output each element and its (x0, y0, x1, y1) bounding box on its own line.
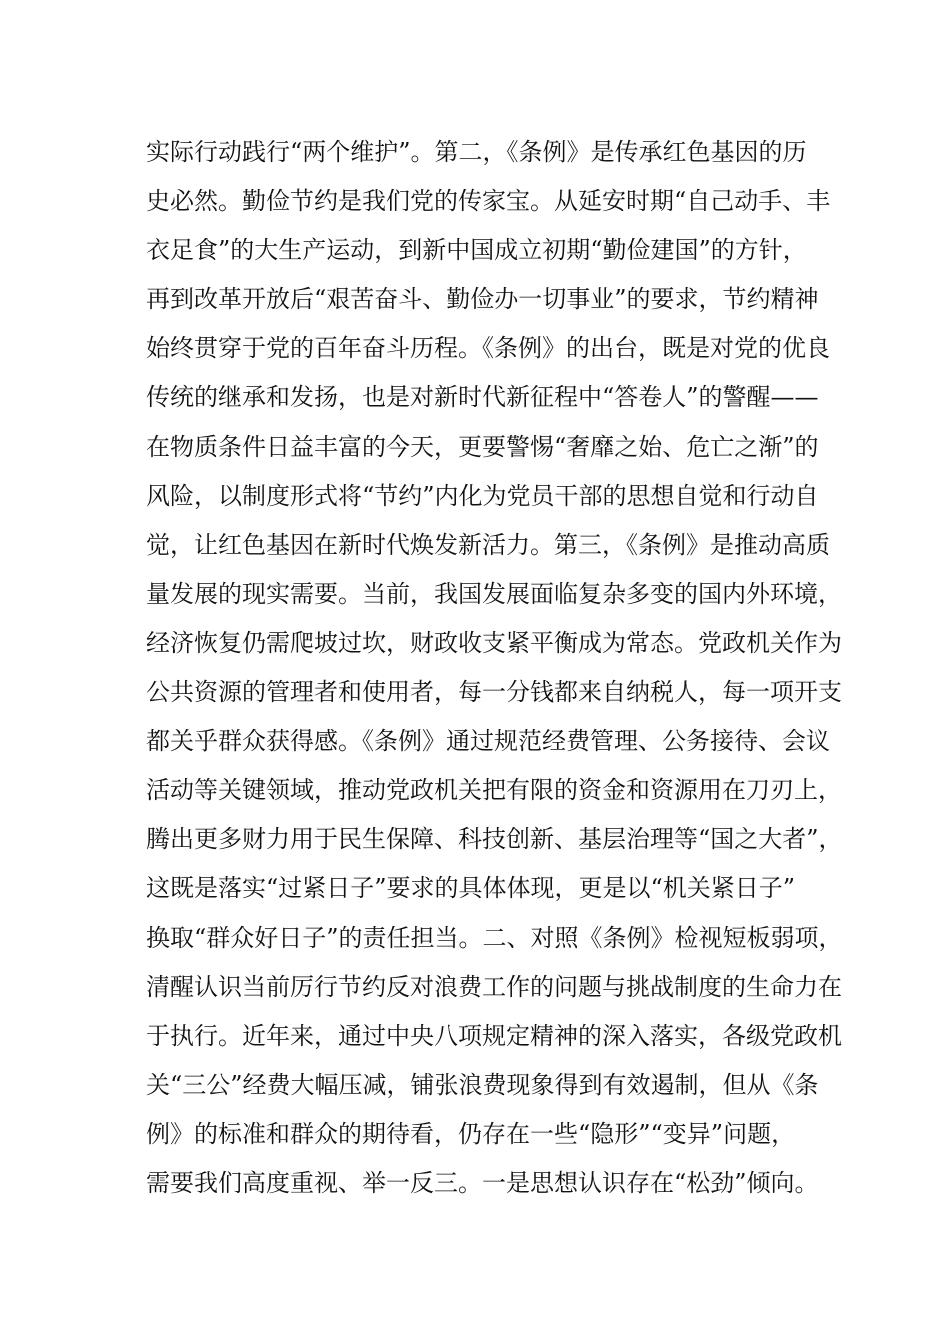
text-line-13: 都关乎群众获得感。《条例》通过规范经费管理、公务接待、会议 (146, 727, 830, 756)
body-text (146, 128, 846, 1208)
text-line-2: 史必然。勤俭节约是我们党的传家宝。从延安时期“自己动手、丰 (146, 187, 831, 216)
text-line-9: 觉，让红色基因在新时代焕发新活力。第三，《条例》是推动高质 (146, 530, 830, 559)
text-line-5: 始终贯穿于党的百年奋斗历程。《条例》的出台，既是对党的优良 (146, 334, 830, 363)
text-line-8: 风险，以制度形式将“节约”内化为党员干部的思想自觉和行动自 (146, 481, 819, 510)
text-line-7: 在物质条件日益丰富的今天，更要警惕“奢靡之始、危亡之渐”的 (146, 432, 819, 461)
text-line-10: 量发展的现实需要。当前，我国发展面临复杂多变的国内外环境， (146, 579, 842, 608)
text-line-4: 再到改革开放后“艰苦奋斗、勤俭办一切事业”的要求，节约精神 (146, 285, 819, 314)
text-line-16: 这既是落实“过紧日子”要求的具体体现，更是以“机关紧日子” (146, 874, 796, 903)
text-line-14: 活动等关键领域，推动党政机关把有限的资金和资源用在刀刃上， (146, 776, 842, 805)
text-line-3: 衣足食”的大生产运动，到新中国成立初期“勤俭建国”的方针， (146, 236, 807, 265)
text-line-22: 需要我们高度重视、举一反三。一是思想认识存在“松劲”倾向。 (146, 1168, 819, 1197)
text-line-15: 腾出更多财力用于民生保障、科技创新、基层治理等“国之大者”， (146, 825, 843, 854)
text-line-6: 传统的继承和发扬，也是对新时代新征程中“答卷人”的警醒—— (146, 383, 819, 412)
text-line-12: 公共资源的管理者和使用者，每一分钱都来自纳税人，每一项开支 (146, 678, 842, 707)
text-line-11: 经济恢复仍需爬坡过坎，财政收支紧平衡成为常态。党政机关作为 (146, 628, 842, 657)
text-line-1: 实际行动践行“两个维护”。第二，《条例》是传承红色基因的历 (146, 138, 807, 166)
text-line-21: 例》的标准和群众的期待看，仍存在一些“隐形”“变异”问题， (146, 1119, 796, 1148)
text-line-19: 于执行。近年来，通过中央八项规定精神的深入落实，各级党政机 (146, 1021, 842, 1050)
text-line-20: 关“三公”经费大幅压减，铺张浪费现象得到有效遏制，但从《条 (146, 1070, 819, 1099)
text-line-18: 清醒认识当前厉行节约反对浪费工作的问题与挑战制度的生命力在 (146, 972, 842, 1001)
text-line-17: 换取“群众好日子”的责任担当。二、对照《条例》检视短板弱项， (146, 923, 843, 952)
